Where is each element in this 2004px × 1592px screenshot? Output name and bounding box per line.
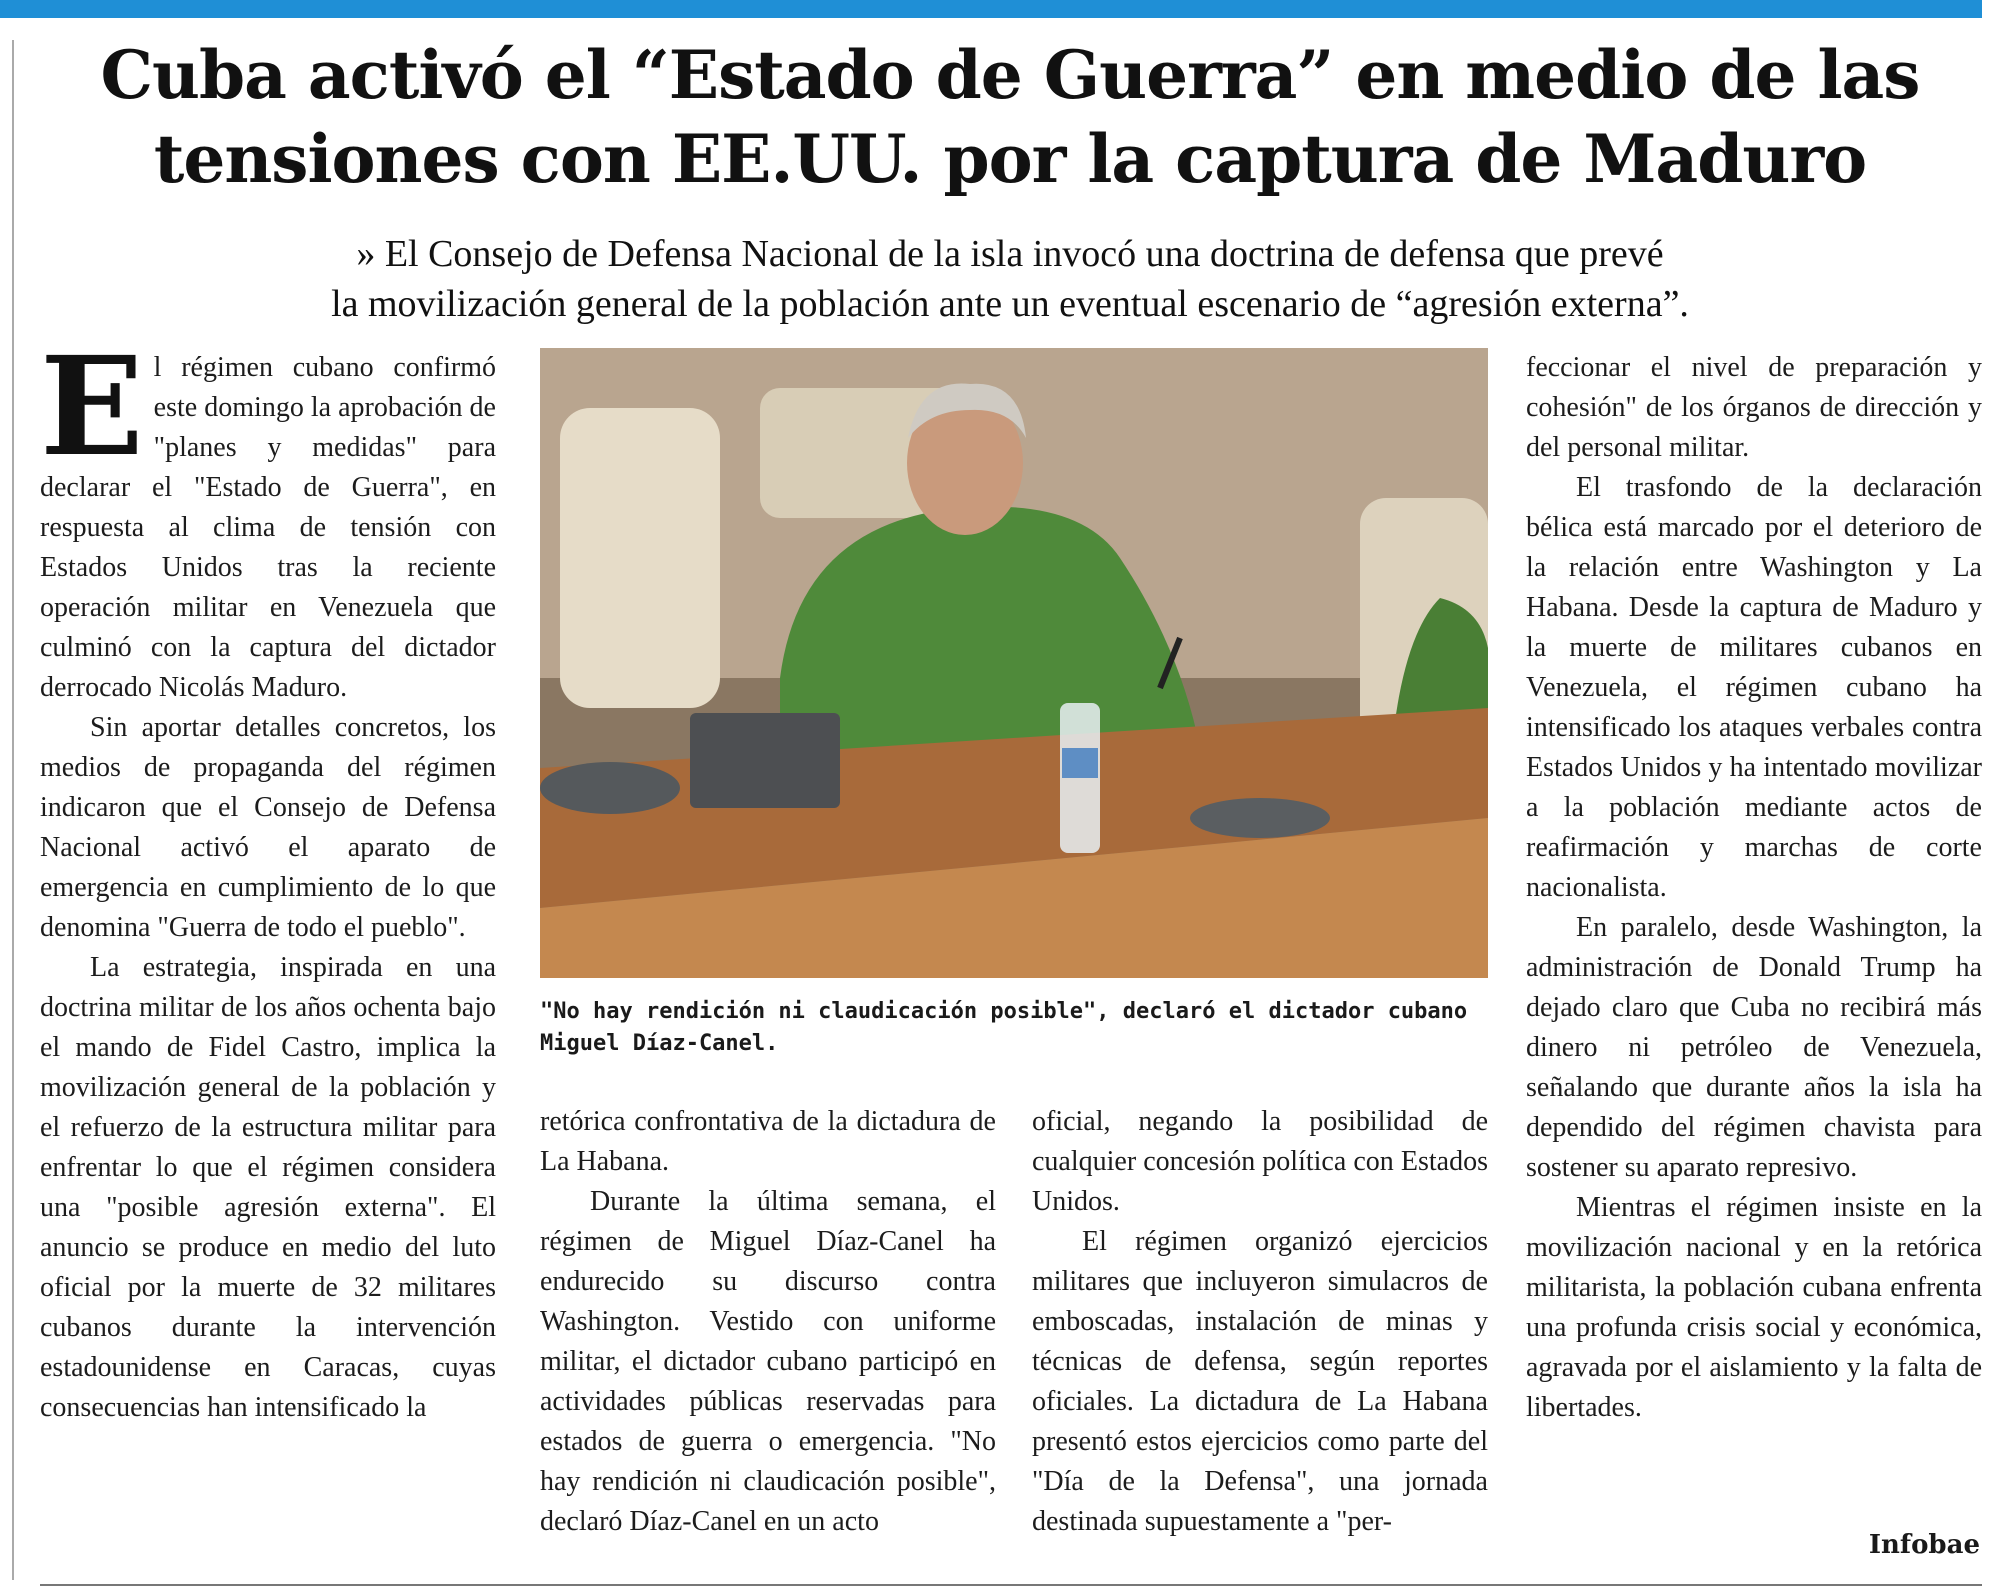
- col3-paragraph-2: El régimen organizó ejercicios militares que incluyeron simulacros de emboscadas, instalación de minas y técnicas de defensa, según reportes oficiales. La dictadura de La Habana presentó estos ejercicios como parte del "Día de la Defensa", una jornada destinada supuestamente a "per-: [1032, 1226, 1488, 1537]
- deck-line-2: la movilización general de la población ante un eventual escenario de “agresión externa”.: [331, 283, 1689, 325]
- col2-paragraph-1: retórica confrontativa de la dictadura de La Habana.: [540, 1106, 996, 1177]
- col2-paragraph-2: Durante la última semana, el régimen de Miguel Díaz-Canel ha endurecido su discurso contra Washington. Vestido con uniforme militar, el dictador cubano participó en actividades públicas reservadas para estados de guerra o emergencia. "No hay rendición ni claudicación posible", declaró Díaz-Canel en un acto: [540, 1186, 996, 1537]
- headline-line-1: Cuba activó el “Estado de Guerra” en medio de las: [100, 36, 1920, 114]
- col4-paragraph-4: Mientras el régimen insiste en la movilización nacional y en la retórica militarista, la población cubana enfrenta una profunda crisis social y económica, agravada por el aislamiento y la falta de libertades.: [1526, 1192, 1982, 1423]
- col1-paragraph-2: Sin aportar detalles concretos, los medios de propaganda del régimen indicaron que el Consejo de Defensa Nacional activó el aparato de emergencia en cumplimiento de lo que denomina "Guerra de todo el pueblo".: [40, 712, 496, 943]
- photo-illustration: [540, 348, 1488, 978]
- deck-text-1: El Consejo de Defensa Nacional de la isla invocó una doctrina de defensa que prevé: [384, 233, 1664, 275]
- source-credit: Infobae: [1868, 1530, 1980, 1560]
- article-column-2: [540, 1102, 996, 1542]
- col1-paragraph-1: l régimen cubano confirmó este domingo la aprobación de "planes y medidas" para declarar el "Estado de Guerra", en respuesta al clima de tensión con Estados Unidos tras la reciente operación militar en Venezuela que culminó con la captura del dictador derrocado Nicolás Maduro.: [40, 352, 496, 703]
- deck-line-1: [40, 232, 1980, 276]
- article-column-4: [1526, 348, 1982, 1428]
- deck-marker-icon: »: [356, 233, 376, 275]
- top-color-bar: [0, 0, 1982, 18]
- bottom-rule: [40, 1584, 1982, 1586]
- col1-paragraph-3: La estrategia, inspirada en una doctrina militar de los años ochenta bajo el mando de Fidel Castro, implica la movilización general de la población y el refuerzo de la estructura militar para enfrentar lo que el régimen considera una "posible agresión externa". El anuncio se produce en medio del luto oficial por la muerte de 32 militares cubanos durante la intervención estadounidense en Caracas, cuyas consecuencias han intensificado la: [40, 952, 496, 1423]
- col4-paragraph-2: El trasfondo de la declaración bélica está marcado por el deterioro de la relación entre Washington y La Habana. Desde la captura de Maduro y la muerte de militares cubanos en Venezuela, el régimen cubano ha intensificado los ataques verbales contra Estados Unidos y ha intentado movilizar a la población mediante actos de reafirmación y marchas de corte nacionalista.: [1526, 472, 1982, 903]
- article-column-3: [1032, 1102, 1488, 1542]
- headline-line-2: tensiones con EE.UU. por la captura de Maduro: [153, 120, 1867, 198]
- dropcap-letter: E: [40, 327, 144, 487]
- col3-paragraph-1: oficial, negando la posibilidad de cualquier concesión política con Estados Unidos.: [1032, 1106, 1488, 1217]
- article-photo: [540, 348, 1488, 978]
- col4-paragraph-1: feccionar el nivel de preparación y cohesión" de los órganos de dirección y del personal militar.: [1526, 352, 1982, 463]
- photo-caption: "No hay rendición ni claudicación posible", declaró el dictador cubano Miguel Díaz-Canel.: [540, 999, 1468, 1056]
- col4-paragraph-3: En paralelo, desde Washington, la administración de Donald Trump ha dejado claro que Cuba no recibirá más dinero ni petróleo de Venezuela, señalando que durante años la isla ha dependido del régimen chavista para sostener su aparato represivo.: [1526, 912, 1982, 1183]
- left-border-rule: [12, 40, 14, 1580]
- article-column-1: [40, 327, 496, 1428]
